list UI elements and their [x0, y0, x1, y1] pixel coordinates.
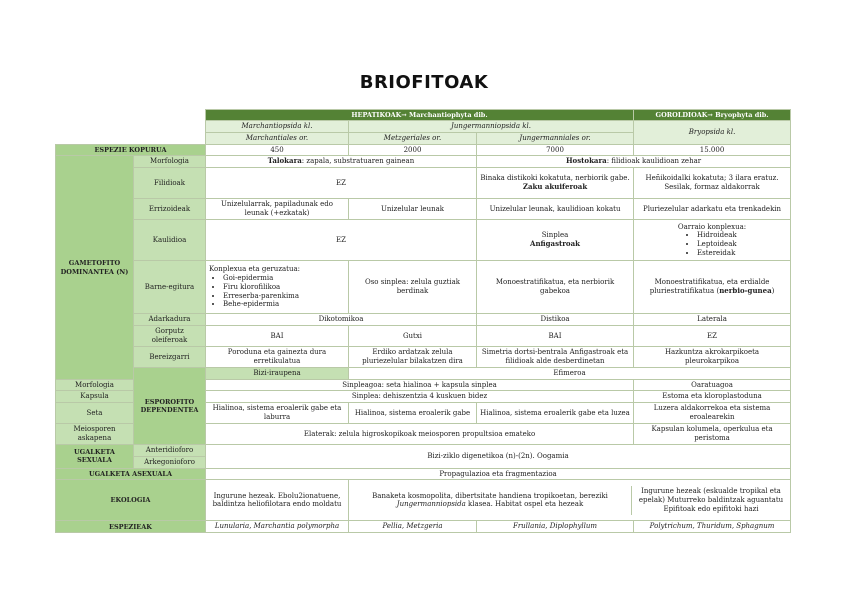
cell: Dikotomikoa [206, 314, 477, 326]
briofitoak-table [55, 109, 791, 533]
cell-text: Sinplea [541, 231, 569, 240]
cell: Oso sinplea: zelula guztiak berdinak [349, 261, 477, 314]
row-label: Filidioak [134, 168, 206, 199]
cell: 2000 [349, 144, 477, 156]
row-label: Kaulidioa [134, 220, 206, 261]
cell: Distikoa [477, 314, 634, 326]
cell-title: Konplexua eta geruzatua: [209, 265, 301, 274]
espezie-kopurua-label: ESPEZIE KOPURUA [56, 144, 206, 156]
cell: Gutxi [349, 325, 477, 346]
cell: BAI [477, 325, 634, 346]
cell: Kapsulan kolumela, operkulua eta peristoma [634, 424, 791, 445]
gorputz-oleiferoak-row [56, 325, 791, 346]
list-item: • Hidroideak [697, 231, 787, 240]
cell: Poroduna eta gainezta dura erretikulatua [206, 346, 349, 367]
cell [634, 220, 791, 261]
cell: Hialinoa, sistema eroalerik gabe [349, 403, 477, 424]
cell: Efimeroa [349, 367, 791, 379]
marchantiopsida-header: Marchantiopsida kl. [206, 121, 349, 133]
cell [477, 168, 634, 199]
cell: Ingurune hezeak. Ebolu2ionatuene, baldintza heliofilotara endo moldatu [206, 480, 349, 521]
cell-text: : zapala, substratuaren gainean [301, 157, 415, 166]
row-label: Arkegonioforo [134, 456, 206, 468]
row-label: Gorputz oleiferoak [134, 325, 206, 346]
list-item: • Estereidak [697, 249, 787, 258]
cell: Unizelular leunak [349, 199, 477, 220]
bereizgarri-row [56, 346, 791, 367]
kaulidioa-row [56, 220, 791, 261]
ugalketa-sexuala-label: UGALKETA SEXUALA [56, 445, 134, 469]
header-row-1 [56, 110, 791, 121]
row-label: Kapsula [56, 391, 134, 403]
errizoideak-row [56, 199, 791, 220]
cell: Unizelular leunak, kaulidioan kokatu [477, 199, 634, 220]
bryopsida-header: Bryopsida kl. [634, 121, 791, 145]
cell [349, 480, 791, 521]
row-label: Bereizgarri [134, 346, 206, 367]
cell [477, 156, 791, 168]
ekologia-goroldioak: Ingurune hezeak (eskualde tropikal eta epelak) Muturreko baldintzak aguantatu Epifitoak edo epifitoki hazi [631, 486, 790, 514]
row-label: Bizi-iraupena [206, 367, 349, 379]
morfologia-row [56, 156, 791, 168]
anteridioforo-row [56, 445, 791, 457]
marchantiales-header: Marchantiales or. [206, 132, 349, 144]
cell-bold: Hostokara [565, 156, 607, 166]
esporofito-label: ESPOROFITO DEPENDENTEA [134, 367, 206, 444]
cell-text: klasea. Habitat ospel eta hezeak [465, 500, 584, 509]
cell: Hazkuntza akrokarpikoeta pleurokarpikoa [634, 346, 791, 367]
ugalketa-asexuala-row [56, 468, 791, 480]
cell: Sinpleagoa: seta hialinoa + kapsula sinplea [206, 379, 634, 391]
cell: Frullania, Diplophyllum [477, 521, 634, 533]
cell: Estoma eta kloroplastoduna [634, 391, 791, 403]
row-label: Morfologia [134, 156, 206, 168]
ekologia-hepatikoak [349, 491, 631, 511]
cell-bold: Zaku akuiferoak [522, 182, 588, 192]
list-item: • Firu klorofilikoa [223, 283, 345, 292]
cell-text: Binaka distikoki kokatuta, nerbiorik gabe. [480, 174, 630, 183]
espezieak-row [56, 521, 791, 533]
list-item: • Leptoideak [697, 240, 787, 249]
cell: Bizi-ziklo digenetikoa (n)-(2n). Oogamia [206, 445, 791, 469]
bullet-list [637, 231, 787, 257]
ekologia-label: EKOLOGIA [56, 480, 206, 521]
cell [634, 261, 791, 314]
row-label: Adarkadura [134, 314, 206, 326]
filidioak-row [56, 168, 791, 199]
cell: Heñikoidalki kokatuta; 3 ilara eratuz. Sesilak, formaz aldakorrak [634, 168, 791, 199]
cell: 450 [206, 144, 349, 156]
cell-title: Oarraio konplexua: [677, 222, 747, 231]
page-title: BRIOFITOAK [359, 72, 489, 93]
bizi-iraupena-row [56, 367, 791, 379]
row-label: Barne-egitura [134, 261, 206, 314]
cell: Sinplea: dehiszentzia 4 kuskuen bidez [206, 391, 634, 403]
cell: EZ [206, 168, 477, 199]
cell-bold: Talokara [267, 156, 302, 166]
cell: Propagulazioa eta fragmentazioa [206, 468, 791, 480]
list-item: • Behe-epidermia [223, 300, 345, 309]
cell: Hialinoa, sistema eroalerik gabe eta laburra [206, 403, 349, 424]
cell: Hialinoa, sistema eroalerik gabe eta luzea [477, 403, 634, 424]
cell [206, 261, 349, 314]
cell: 7000 [477, 144, 634, 156]
espezie-kopurua-row [56, 144, 791, 156]
cell-text: : filidioak kaulidioan zehar [606, 157, 702, 166]
goroldioak-header: GOROLDIOAK→ Bryophyta dib. [634, 110, 791, 121]
cell-italic: Jungermanniopsida [396, 500, 466, 509]
bullet-list [209, 274, 345, 309]
cell: Monoestratifikatua, eta nerbiorik gabekoa [477, 261, 634, 314]
cell-bold: nerbio-gunea [719, 286, 772, 296]
cell: BAI [206, 325, 349, 346]
list-item: • Goi-epidermia [223, 274, 345, 283]
cell-text: Banaketa kosmopolita, dibertsitate handiena tropikoetan, bereziki [372, 491, 608, 500]
row-label: Anteridioforo [134, 445, 206, 457]
espezieak-label: ESPEZIEAK [56, 521, 206, 533]
cell-text: Monoestratifikatua, eta erdialde pluriestratifikatua ( [649, 278, 770, 296]
list-item: • Erreserba-parenkima [223, 292, 345, 301]
cell-bold: Anfigastroak [530, 239, 580, 249]
cell [477, 220, 634, 261]
adarkadura-row [56, 314, 791, 326]
cell: Simetria dortsi-bentrala Anfigastroak eta filidioak alde desberdinetan [477, 346, 634, 367]
ekologia-row [56, 480, 791, 521]
cell: Lunularia, Marchantia polymorpha [206, 521, 349, 533]
row-label: Seta [56, 403, 134, 424]
cell-text: ) [771, 287, 775, 296]
cell: Polytrichum, Thuridum, Sphagnum [634, 521, 791, 533]
cell: Pellia, Metzgeria [349, 521, 477, 533]
cell: Laterala [634, 314, 791, 326]
cell: Oaratuagoa [634, 379, 791, 391]
jungermanniopsida-header: Jungermanniopsida kl. [349, 121, 634, 133]
metzgeriales-header: Metzgeriales or. [349, 132, 477, 144]
cell: Erdiko ardatzak zelula pluriezelular bilakatzen dira [349, 346, 477, 367]
barne-egitura-row [56, 261, 791, 314]
row-label: Meiosporen askapena [56, 424, 134, 445]
row-label: Errizoideak [134, 199, 206, 220]
cell: EZ [206, 220, 477, 261]
ugalketa-asexuala-label: UGALKETA ASEXUALA [56, 468, 206, 480]
cell: 15.000 [634, 144, 791, 156]
gametofito-label: GAMETOFITO DOMINANTEA (N) [56, 156, 134, 379]
hepatikoak-header: HEPATIKOAK→ Marchantiophyta dib. [206, 110, 634, 121]
cell: Luzera aldakorrekoa eta sistema eroalearekin [634, 403, 791, 424]
cell: Elaterak: zelula higroskopikoak meiosporen propultsioa emateko [206, 424, 634, 445]
cell [206, 156, 477, 168]
cell: Pluriezelular adarkatu eta trenkadekin [634, 199, 791, 220]
row-label: Morfologia [56, 379, 134, 391]
cell: Unizelularrak, papiladunak edo leunak (+ezkatak) [206, 199, 349, 220]
cell: EZ [634, 325, 791, 346]
header-row-2 [56, 121, 791, 133]
jungermanniales-header: Jungermanniales or. [477, 132, 634, 144]
